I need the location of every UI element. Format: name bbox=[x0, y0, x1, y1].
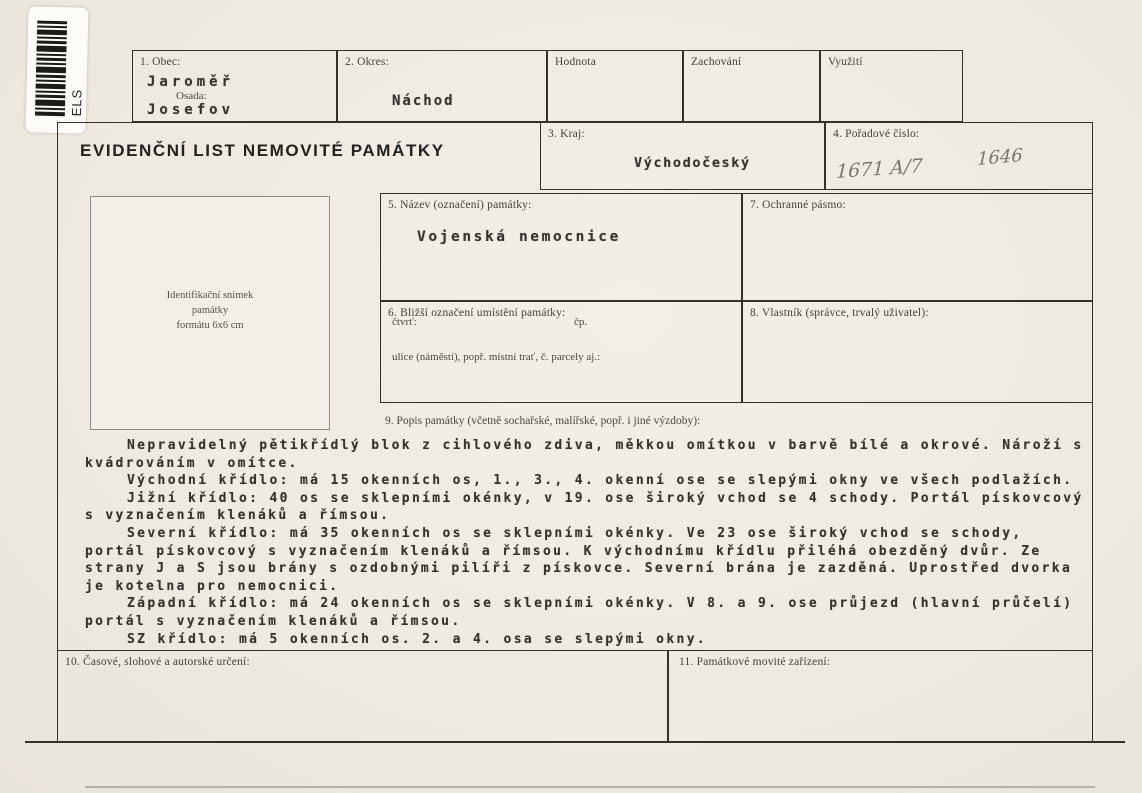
field-nazev bbox=[380, 193, 742, 301]
popis-paragraph: Nepravidelný pětikřídlý blok z cihlového zdiva, měkkou omítkou v barvě bílé a okrové. Nároží s kvádrováním v omítce. bbox=[85, 438, 1084, 471]
field-kraj-label: 3. Kraj: bbox=[548, 128, 585, 140]
bottom-rule bbox=[25, 741, 1125, 744]
field-casove-urceni bbox=[57, 650, 668, 742]
form-title: EVIDENČNÍ LIST NEMOVITÉ PAMÁTKY bbox=[80, 141, 445, 160]
field-okres-value: Náchod bbox=[392, 93, 455, 109]
field-ochranne-pasmo bbox=[742, 193, 1093, 301]
photo-note-line3: formátu 6x6 cm bbox=[176, 320, 244, 331]
field-hodnota bbox=[547, 50, 683, 122]
field-umisteni-label: 6. Bližší označení umístění památky: bbox=[388, 307, 566, 319]
barcode-sticker bbox=[25, 6, 88, 133]
field-okres-label: 2. Okres: bbox=[345, 56, 389, 68]
popis-paragraph: Západní křídlo: má 24 okenních os se sklepními okénky. V 8. a 9. ose průjezd (hlavní průčelí) portál s vyznačením klenáků a římsou. bbox=[85, 596, 1074, 629]
field-osada-value: Josefov bbox=[147, 102, 235, 118]
field-poradove-cislo-label: 4. Pořadové číslo: bbox=[833, 128, 920, 140]
field-ulice-label: ulice (náměstí), popř. místní trať, č. parcely aj.: bbox=[392, 351, 601, 363]
handwritten-number: 1646 bbox=[976, 144, 1023, 171]
popis-paragraph: Jižní křídlo: 40 os se sklepními okénky, v 19. ose široký vchod se 4 schody. Portál pískovcový s vyznačením klenáků a římsou. bbox=[85, 490, 1084, 524]
field-okres bbox=[337, 50, 547, 122]
sticker-label: ELS bbox=[68, 88, 85, 117]
field-osada-label: Osada: bbox=[176, 90, 207, 102]
popis-paragraph: SZ křídlo: má 5 okenních os. 2. a 4. osa se slepými okny. bbox=[127, 631, 708, 647]
field-ctvrt-label: čtvrť: bbox=[392, 316, 417, 328]
field-hodnota-label: Hodnota bbox=[555, 56, 597, 68]
field-obec-value: Jaroměř bbox=[147, 74, 235, 90]
popis-paragraph: Východní křídlo: má 15 okenních os, 1., 3., 4. okenní ose se slepými okny ve všech podlažích. bbox=[127, 473, 1074, 489]
field-kraj-value: Východočeský bbox=[634, 155, 751, 171]
field-obec-label: 1. Obec: bbox=[140, 56, 181, 68]
photo-placeholder-note bbox=[90, 196, 330, 430]
popis-paragraph: Severní křídlo: má 35 okenních os se sklepními okénky. Ve 23 ose široký vchod se schody, portál pískovcový s vyznačením klenáků a římsou. K východnímu křídlu přiléhá obezděný dvůr. Ze strany J a S jsou brány s ozdobnými pilíři z pískovce. Severní brána je zazděná. Uprostřed dvorka je kotelna pro nemocnici. bbox=[85, 525, 1073, 594]
field-casove-urceni-label: 10. Časové, slohové a autorské určení: bbox=[65, 656, 250, 668]
field-nazev-label: 5. Název (označení) památky: bbox=[388, 199, 532, 211]
field-vyuziti-label: Využití bbox=[828, 56, 863, 68]
field-vlastnik bbox=[742, 301, 1093, 403]
field-cp-label: čp. bbox=[574, 316, 588, 328]
field-pamatkove-zarizeni-label: 11. Památkové movité zařízení: bbox=[679, 656, 831, 668]
field-zachovani bbox=[683, 50, 820, 122]
field-popis-text bbox=[85, 437, 1092, 648]
field-nazev-value: Vojenská nemocnice bbox=[417, 229, 621, 245]
handwritten-entry: 1671 A/7 bbox=[835, 154, 923, 184]
field-zachovani-label: Zachování bbox=[691, 56, 742, 68]
field-pamatkove-zarizeni bbox=[668, 650, 1093, 742]
field-vlastnik-label: 8. Vlastník (správce, trvalý uživatel): bbox=[750, 307, 929, 319]
field-ochranne-pasmo-label: 7. Ochranné pásmo: bbox=[750, 199, 846, 211]
photo-note-line2: památky bbox=[191, 305, 229, 316]
paper-edge-line bbox=[85, 786, 1095, 788]
field-vyuziti bbox=[820, 50, 963, 122]
photo-note-line1: Identifikační snímek bbox=[166, 290, 254, 301]
field-popis-label: 9. Popis památky (včetně sochařské, malířské, popř. i jiné výzdoby): bbox=[385, 415, 701, 427]
